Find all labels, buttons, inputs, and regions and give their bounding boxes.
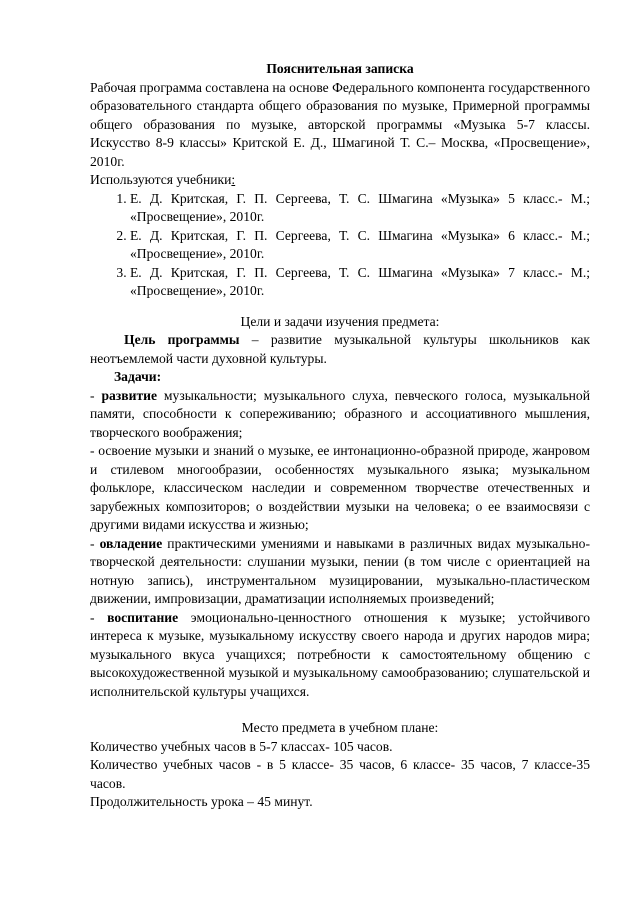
goal-text: – развитие музыкальной культуры школьников как неотъемлемой части духовной культуры.: [90, 332, 590, 366]
place-heading: Место предмета в учебном плане:: [241, 720, 439, 735]
task-text: практическими умениями и навыками в различных видах музыкально-творческой деятельности: слушании музыки, пении (в том числе с ориентацией на нотную запись), инструментальном музицировании, музыкально-пластическом движении, импровизации, драматизации исполняемых произведений;: [90, 535, 590, 606]
goal-label: Цель программы: [124, 332, 240, 347]
spacer: [90, 301, 590, 313]
spacer: [90, 701, 590, 719]
textbooks-list: [90, 190, 590, 301]
task-text: музыкальности; музыкального слуха, певческого голоса, музыкальной памяти, способности к сопереживанию; образного и ассоциативного мышления, творческого воображения;: [90, 387, 590, 440]
lesson-duration: Продолжительность урока – 45 минут.: [90, 794, 313, 809]
textbook-item: 1. Е. Д. Критская, Г. П. Сергеева, Т. С. Шмагина «Музыка» 5 класс.- М.; «Просвещение», 2010г.: [130, 190, 590, 227]
textbooks-colon: :: [231, 172, 236, 187]
task-item: [90, 609, 590, 702]
task-dash: -: [90, 387, 102, 403]
task-text: эмоционально-ценностного отношения к музыке; устойчивого интереса к музыке, музыкальному искусству своего народа и других народов мира; музыкального вкуса учащихся; потребности к самостоятельному общению с высокохудожественной музыкой и музыкальному самообразованию; слушательской и исполнительской культуры учащихся.: [90, 609, 590, 699]
task-item: [90, 442, 590, 535]
hours-by-class: Количество учебных часов - в 5 классе- 35 часов, 6 классе- 35 часов, 7 классе-35 часов.: [90, 757, 590, 791]
textbook-item: 2. Е. Д. Критская, Г. П. Сергеева, Т. С. Шмагина «Музыка» 6 класс.- М.; «Просвещение», 2010г.: [130, 227, 590, 264]
tasks-heading: Задачи:: [114, 369, 162, 384]
task-dash: -: [90, 535, 100, 551]
task-keyword: развитие: [101, 387, 157, 403]
goals-heading: Цели и задачи изучения предмета:: [240, 313, 440, 329]
task-keyword: овладение: [99, 535, 163, 551]
hours-total: Количество учебных часов в 5-7 классах- 105 часов.: [90, 738, 393, 754]
task-keyword: воспитание: [107, 609, 179, 625]
task-dash: -: [90, 609, 108, 625]
intro-paragraph: Рабочая программа составлена на основе Федерального компонента государственного образовательного стандарта общего образования по музыке, Примерной программы общего образования по музыке, авторской программы «Музыка 5-7 классы. Искусство 8-9 классы» Критской Е. Д., Шмагиной Т. С.– Москва, «Просвещение», 2010г.: [90, 79, 590, 169]
task-text: освоение музыки и знаний о музыке, ее интонационно-образной природе, жанровом и стилевом многообразии, особенностях музыкального языка; музыкальном фольклоре, классическом наследии и современном творчестве отечественных и зарубежных композиторов; о воздействии музыки на человека; о ее взаимосвязи с другими видами искусства и жизнью;: [90, 443, 590, 532]
task-dash: -: [90, 443, 99, 458]
task-item: [90, 535, 590, 609]
textbook-item: 3. Е. Д. Критская, Г. П. Сергеева, Т. С. Шмагина «Музыка» 7 класс.- М.; «Просвещение», 2010г.: [130, 264, 590, 301]
textbooks-label-line: [90, 171, 590, 190]
textbooks-label: Используются учебники: [90, 172, 232, 187]
task-item: [90, 387, 590, 443]
goal-paragraph: [90, 331, 590, 368]
document-title: Пояснительная записка: [266, 61, 414, 76]
